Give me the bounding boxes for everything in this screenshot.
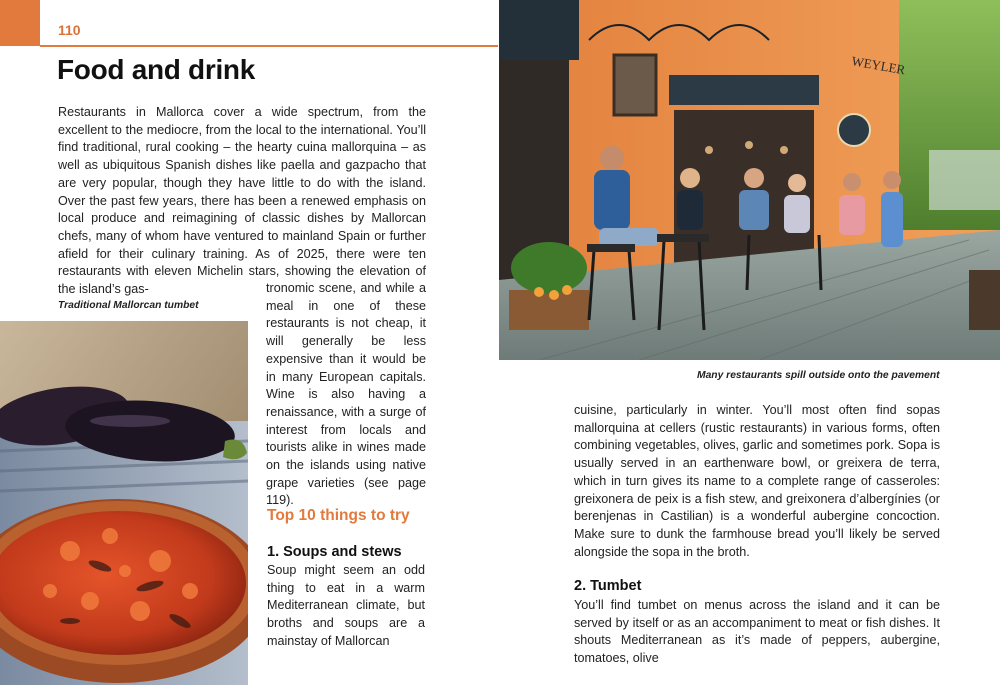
intro-paragraph: Restaurants in Mallorca cover a wide spectrum, from the excellent to the mediocre, from the local to the international. You’ll find traditional, rural cooking – the hearty cuina mallorquina – as well as ubiquitous Spanish dishes like paella and gazpacho that are very popular, though they have little to do with the island. Over the past few years, there has been a renewed emphasis on local produce and reimagining of classic dishes by Mallorcan chefs, many of whom have ventured to mainland Spain or further afield for their culinary training. As of 2025, there were ten restaurants with eleven Michelin stars, showing the elevation of the island’s gas- [58, 105, 426, 297]
tumbet-heading: 2. Tumbet [574, 578, 642, 594]
tumbet-paragraph: You’ll find tumbet on menus across the island and it can be served by itself or as an accompaniment to meat or fish dishes. It shouts Mediterranean as it’s made of peppers, aubergine, tomatoes, olive [574, 598, 940, 666]
soups-paragraph-continued: cuisine, particularly in winter. You’ll most often find sopas mallorquina at cellers (rustic restaurants) in various forms, often combining vegetables, olives, garlic and sometimes pork. Sopa is usually served in an earthenware bowl, or greixera de terra, which in turn gives its name to a complete range of casseroles: greixonera de peix is a fish stew, and greixonera d’albergínies (or berenjenas in Castilian) is a wonderful aubergine concoction. Make sure to dunk the farmhouse bread you’ll likely be served alongside the sopa in the broth. [574, 403, 940, 559]
dish-photo-caption: Traditional Mallorcan tumbet [58, 300, 199, 311]
street-photo-caption: Many restaurants spill outside onto the pavement [697, 370, 940, 381]
street-cafe-photo [499, 0, 1000, 360]
page-title: Food and drink [57, 54, 256, 85]
top10-heading: Top 10 things to try [267, 507, 410, 524]
page-number: 110 [58, 22, 81, 38]
header-rule [40, 45, 498, 47]
shop-sign-text: WEYLER [850, 53, 907, 78]
intro-paragraph-continued: tronomic scene, and while a meal in one of these restaurants is not cheap, it will generally be less expensive than it would be in many European capitals. Wine is also having a renaissance, with a surge of interest from locals and tourists alike in wines made on the islands using native grape varieties (see page 119). [266, 281, 426, 508]
soups-heading: 1. Soups and stews [267, 544, 402, 560]
page-accent-block [0, 0, 40, 46]
soups-paragraph: Soup might seem an odd thing to eat in a warm Mediterranean climate, but broths and soups are a mainstay of Mallorcan [267, 563, 425, 648]
tumbet-photo [0, 321, 248, 685]
